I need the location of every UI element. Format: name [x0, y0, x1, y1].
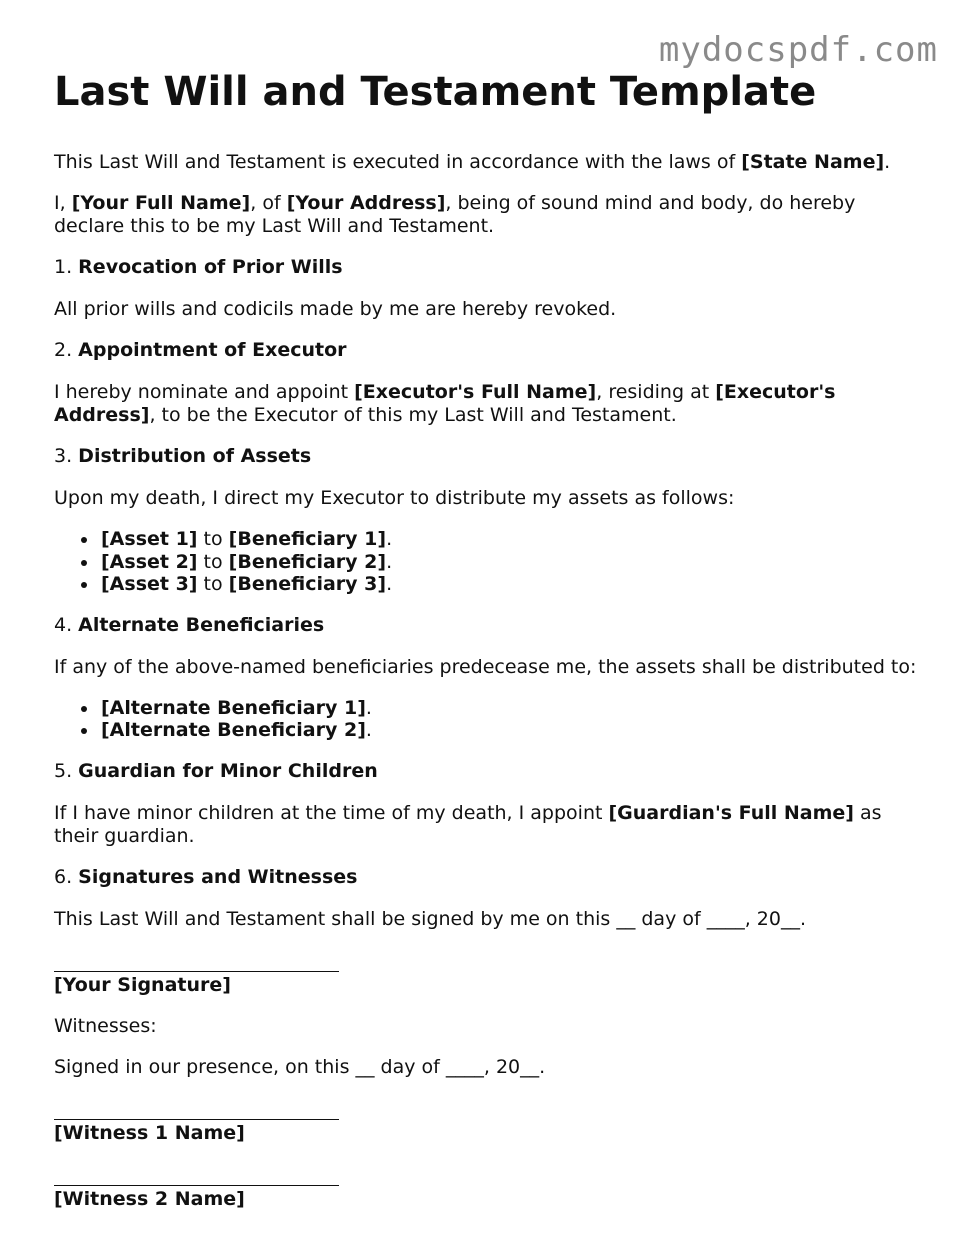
list-item: [Alternate Beneficiary 2].: [101, 719, 924, 742]
list-item: [Alternate Beneficiary 1].: [101, 697, 924, 720]
asset-list: [54, 528, 924, 596]
witness-2-signature-line: [54, 1185, 339, 1186]
witnesses-label: Witnesses:: [54, 1014, 157, 1037]
list-item: [Asset 1] to [Beneficiary 1].: [101, 528, 924, 551]
list-item: [Asset 2] to [Beneficiary 2].: [101, 551, 924, 574]
your-signature-line: [54, 971, 339, 972]
executor-address-placeholder: [Executor's Address]: [54, 381, 836, 426]
alternate-beneficiary-list: [54, 697, 924, 742]
section-4-heading: 4. Alternate Beneficiaries: [54, 613, 325, 636]
section-1-body: All prior wills and codicils made by me are hereby revoked.: [54, 298, 617, 320]
section-5-heading: 5. Guardian for Minor Children: [54, 759, 378, 782]
document-page: [54, 66, 924, 1211]
section-4-body: If any of the above-named beneficiaries predecease me, the assets shall be distributed to:: [54, 655, 917, 678]
full-name-placeholder: [Your Full Name]: [71, 192, 251, 214]
intro-paragraph: This Last Will and Testament is executed in accordance with the laws of [State Name].: [54, 151, 891, 173]
executor-name-placeholder: [Executor's Full Name]: [354, 381, 597, 403]
declaration-paragraph: I, [Your Full Name], of [Your Address], being of sound mind and body, do hereby declare this to be my Last Will and Testament.: [54, 192, 856, 237]
section-6-body: This Last Will and Testament shall be signed by me on this __ day of ____, 20__.: [54, 907, 807, 930]
section-5-body: If I have minor children at the time of my death, I appoint [Guardian's Full Name] as their guardian.: [54, 801, 882, 847]
witness-1-signature-line: [54, 1119, 339, 1120]
witness-1-label: [Witness 1 Name]: [54, 1121, 245, 1144]
watermark: mydocspdf.com: [658, 30, 938, 70]
section-3-heading: 3. Distribution of Assets: [54, 445, 312, 467]
section-6-heading: 6. Signatures and Witnesses: [54, 865, 358, 888]
section-1-heading: 1. Revocation of Prior Wills: [54, 256, 343, 278]
section-2-body: I hereby nominate and appoint [Executor's Full Name], residing at [Executor's Address], to be the Executor of this my Last Will and Testament.: [54, 381, 836, 426]
section-2-heading: 2. Appointment of Executor: [54, 339, 347, 361]
state-placeholder: [State Name]: [741, 151, 885, 173]
guardian-name-placeholder: [Guardian's Full Name]: [608, 801, 854, 824]
section-3-body: Upon my death, I direct my Executor to distribute my assets as follows:: [54, 487, 735, 509]
document-title: Last Will and Testament Template: [54, 69, 817, 115]
address-placeholder: [Your Address]: [286, 192, 446, 214]
your-signature-label: [Your Signature]: [54, 973, 231, 996]
witness-presence-text: Signed in our presence, on this __ day of ____, 20__.: [54, 1055, 546, 1078]
witness-2-label: [Witness 2 Name]: [54, 1187, 245, 1210]
list-item: [Asset 3] to [Beneficiary 3].: [101, 573, 924, 596]
